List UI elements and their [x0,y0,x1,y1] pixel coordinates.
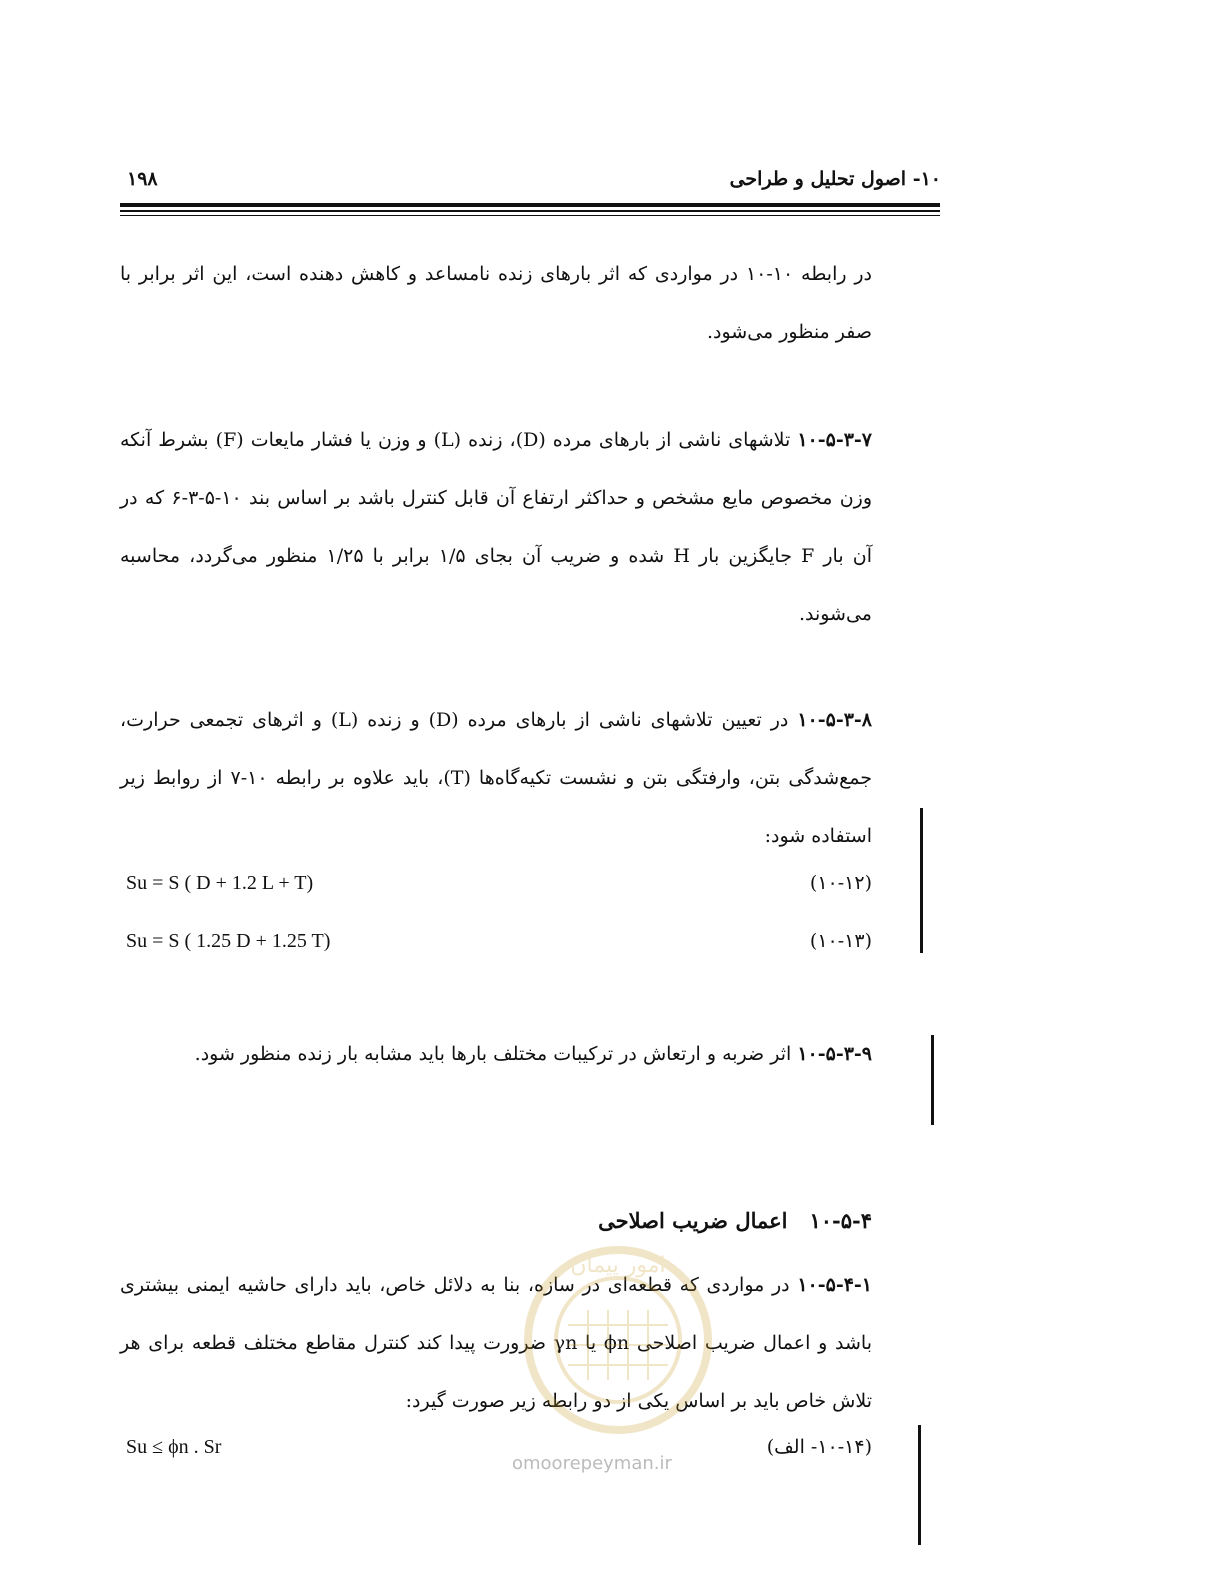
equation-10-12: Su = S ( D + 1.2 L + T) [126,872,314,894]
watermark-url: omoorepeyman.ir [512,1453,672,1474]
intro-paragraph: در رابطه ۱۰-۱۰ در مواردی که اثر بارهای زنده نامساعد و کاهش دهنده است، این اثر برابر با صفر منظور می‌شود. [120,263,873,343]
section-number: ۱۰-۵-۴ [809,1208,872,1233]
clause-10-5-3-8 [120,691,872,865]
header-rule [120,210,940,212]
clause-10-5-4-1 [120,1256,872,1430]
section-title: اعمال ضریب اصلاحی [598,1208,788,1233]
equation-number: (۱۰-۱۳) [809,930,872,952]
clause-10-5-3-7 [120,411,872,643]
equation-number: (۱۰-۱۴- الف) [766,1436,872,1458]
clause-text: در مواردی که قطعه‌ای در سازه، بنا به دلائل خاص، باید دارای حاشیه ایمنی بیشتری باشد و اعمال ضریب اصلاحی ϕn یا γn ضرورت پیدا کند کنترل مقاطع مختلف قطعه برای هر تلاش خاص باید بر اساس یکی از دو رابطه زیر صورت گیرد: [120,1274,872,1412]
watermark-seal-text: امور پیمان [570,1253,666,1278]
clause-number: ۱۰-۵-۴-۱ [797,1274,872,1296]
revision-bar [918,1425,921,1545]
header-rule [120,203,940,207]
page-number: ۱۹۸ [127,168,158,190]
clause-text: تلاشهای ناشی از بارهای مرده (D)، زنده (L) و وزن یا فشار مایعات (F) بشرط آنکه وزن مخصوص مایع مشخص و حداکثر ارتفاع آن قابل کنترل باشد بر اساس بند ۱۰-۵-۳-۶ که در آن بار F جایگزین بار H شده و ضریب آن بجای ۱/۵ برابر با ۱/۲۵ منظور می‌گردد، محاسبه می‌شوند. [120,429,873,625]
equation-10-13: Su = S ( 1.25 D + 1.25 T) [126,930,331,952]
chapter-title: ۱۰- اصول تحلیل و طراحی [729,168,941,190]
clause-number: ۱۰-۵-۳-۷ [797,429,873,451]
revision-bar [920,808,923,953]
revision-bar [931,1035,934,1125]
header-rule [120,215,940,216]
equation-number: (۱۰-۱۲) [809,872,872,894]
clause-10-5-3-9 [120,1025,872,1083]
equation-10-14a: Su ≤ ϕn . Sr [126,1436,222,1458]
clause-text: در تعیین تلاشهای ناشی از بارهای مرده (D) و زنده (L) و اثرهای تجمعی حرارت، جمع‌شدگی بتن، وارفتگی بتن و نشست تکیه‌گاه‌ها (T)، باید علاوه بر رابطه ۱۰-۷ از روابط زیر استفاده شود: [120,709,872,847]
watermark-seal-icon [508,1230,728,1440]
clause-number: ۱۰-۵-۳-۹ [797,1043,872,1065]
clause-text: اثر ضربه و ارتعاش در ترکیبات مختلف بارها باید مشابه بار زنده منظور شود. [194,1043,792,1065]
clause-number: ۱۰-۵-۳-۸ [797,709,872,731]
